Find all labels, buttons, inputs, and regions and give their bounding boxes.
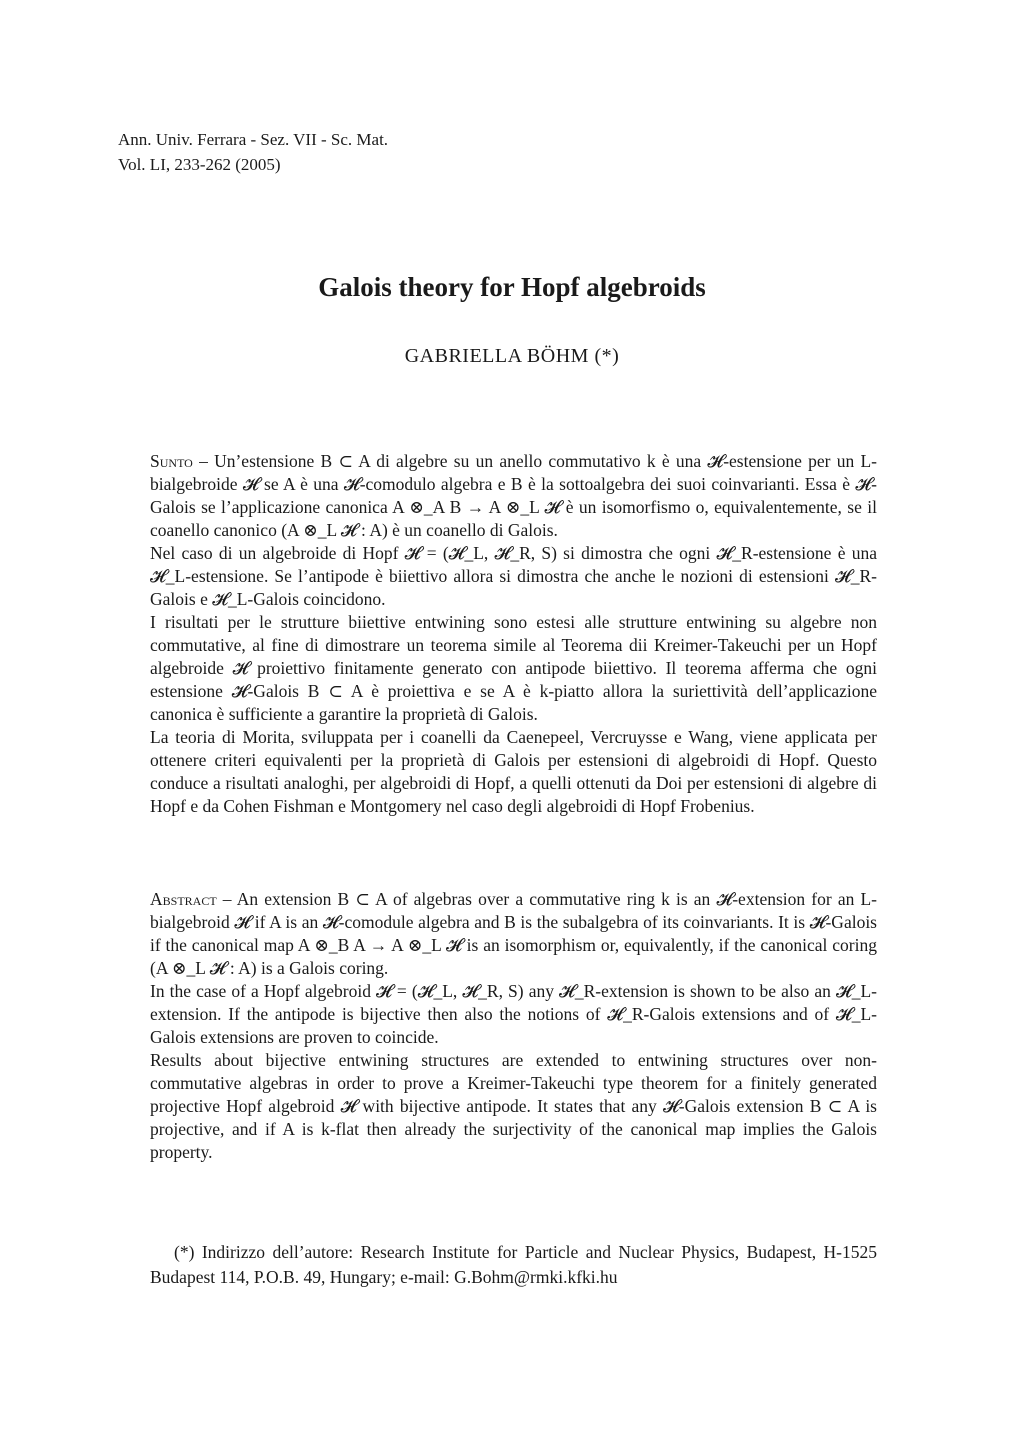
abstract-paragraph [150,888,877,980]
journal-header [118,127,388,177]
abstract-text: An extension B ⊂ A of algebras over a commutative ring k is an 𝓗-extension for an L-bialgebroid 𝓗 if A is an 𝓗-comodule algebra and B is the subalgebra of its coinvariants. It is 𝓗-Galois if the canonical map A ⊗_B A → A ⊗_L 𝓗 is an isomorphism or, equivalently, if the canonical coring (A ⊗_L 𝓗 : A) is a Galois coring. [150,889,877,978]
sunto-paragraph: I risultati per le strutture biiettive entwining sono estesi alle strutture entwining su algebre non commutative, al fine di dimostrare un teorema simile al Teorema dii Kreimer-Takeuchi per un Hopf algebroide 𝓗 proiettivo finitamente generato con antipode biiettivo. Il teorema afferma che ogni estensione 𝓗-Galois B ⊂ A è proiettiva e se A è k-piatto allora la suriettività dell’applicazione canonica è sufficiente a garantire la proprietà di Galois. [150,612,877,724]
sunto-text: Un’estensione B ⊂ A di algebre su un anello commutativo k è una 𝓗-estensione per un L-bialgebroide 𝓗 se A è una 𝓗-comodulo algebra e B è la sottoalgebra dei suoi coinvarianti. Essa è 𝓗-Galois se l’applicazione canonica A ⊗_A B → A ⊗_L 𝓗 è un isomorfismo o, equivalentemente, se il coanello canonico (A ⊗_L 𝓗 : A) è un coanello di Galois. [150,451,877,540]
author-name: GABRIELLA BÖHM (*) [404,345,620,367]
sunto-paragraph [150,450,877,542]
author-footnote: (*) Indirizzo dell’autore: Research Institute for Particle and Nuclear Physics, Budapest, H-1525 Budapest 114, P.O.B. 49, Hungary; e-mail: G.Bohm@rmki.kfki.hu [150,1242,877,1287]
volume-line: Vol. LI, 233-262 (2005) [118,155,281,174]
sunto-dash: – [192,451,215,471]
journal-line: Ann. Univ. Ferrara - Sez. VII - Sc. Mat. [118,130,389,149]
sunto-label: Sunto [150,451,193,471]
abstract-paragraph: Results about bijective entwining structures are extended to entwining structures over non-commutative algebras in order to prove a Kreimer-Takeuchi type theorem for a finitely generated projective Hopf algebroid 𝓗 with bijective antipode. It states that any 𝓗-Galois extension B ⊂ A is projective, and if A is k-flat then already the surjectivity of the canonical map implies the Galois property. [150,1050,877,1162]
sunto-paragraph: Nel caso di un algebroide di Hopf 𝓗 = (𝓗_L, 𝓗_R, S) si dimostra che ogni 𝓗_R-estensione è una 𝓗_L-estensione. Se l’antipode è biiettivo allora si dimostra che anche le nozioni di estensioni 𝓗_R-Galois e 𝓗_L-Galois coincidono. [150,543,877,609]
sunto-section [150,450,877,818]
sunto-paragraph: La teoria di Morita, sviluppata per i coanelli da Caenepeel, Vercruysse e Wang, viene applicata per ottenere criteri equivalenti per la proprietà di Galois per estensioni di algebroidi di Hopf. Questo conduce a risultati analoghi, per algebroidi di Hopf, a quelli ottenuti da Doi per estensioni di algebre di Hopf e da Cohen Fishman e Montgomery nel caso degli algebroidi di Hopf Frobenius. [150,727,877,816]
abstract-dash: – [216,889,237,909]
paper-title: Galois theory for Hopf algebroids [318,272,706,302]
abstract-label: Abstract [150,889,217,909]
abstract-section [150,888,877,1164]
abstract-paragraph: In the case of a Hopf algebroid 𝓗 = (𝓗_L, 𝓗_R, S) any 𝓗_R-extension is shown to be also an 𝓗_L-extension. If the antipode is bijective then also the notions of 𝓗_R-Galois extensions and of 𝓗_L-Galois extensions are proven to coincide. [150,981,877,1047]
